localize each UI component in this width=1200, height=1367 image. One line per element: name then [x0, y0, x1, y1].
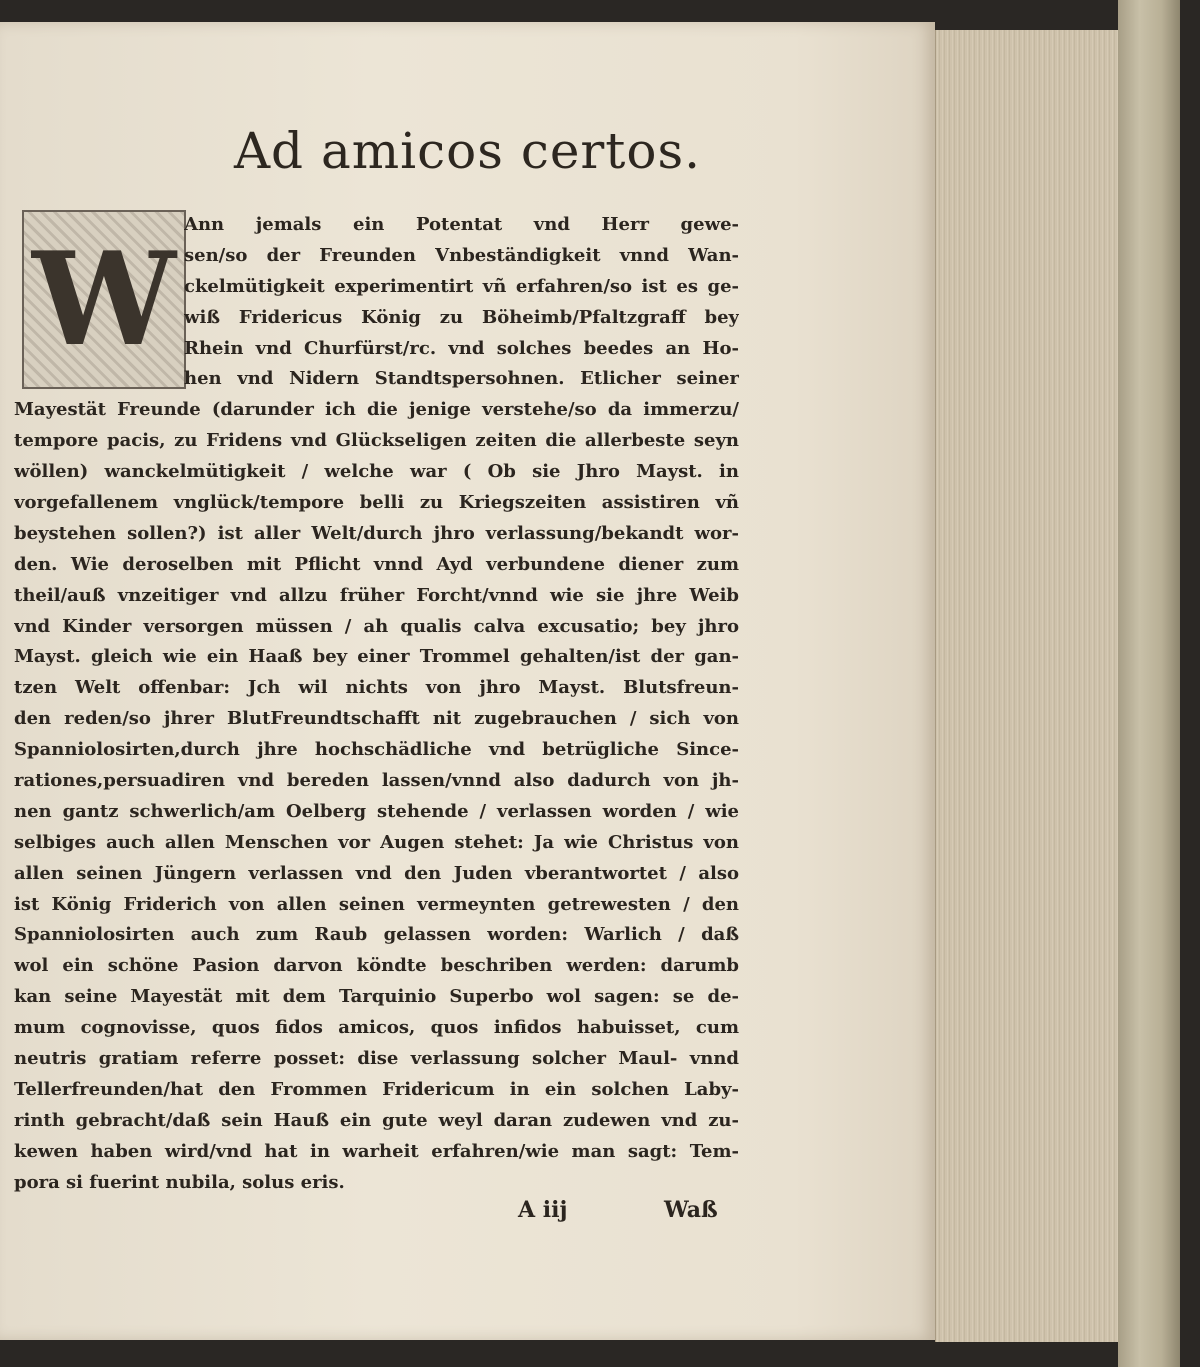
text-line: tempore pacis, zu Fridens vnd Glückseligen zeiten die allerbeste seyn	[14, 430, 739, 452]
book-page	[0, 22, 935, 1340]
text-line: wöllen) wanckelmütigkeit / welche war ( Ob sie Jhro Mayst. in	[14, 461, 739, 483]
text-line: den reden/so jhrer BlutFreundtschafft nit zugebrauchen / sich von	[14, 708, 739, 730]
catchword: Waß	[664, 1197, 718, 1223]
text-line: Mayestät Freunde (darunder ich die jenige verstehe/so da immerzu/	[14, 399, 739, 421]
text-line: vorgefallenem vnglück/tempore belli zu Kriegszeiten assistiren vñ	[14, 492, 739, 514]
text-line: allen seinen Jüngern verlassen vnd den Juden vberantwortet / also	[14, 862, 739, 884]
text-line: tzen Welt offenbar: Jch wil nichts von jhro Mayst. Blutsfreun-	[14, 677, 739, 699]
text-line: neutris gratiam referre posset: dise verlassung solcher Maul- vnnd	[14, 1048, 739, 1070]
text-line: Ann jemals ein Potentat vnd Herr gewe-	[184, 214, 739, 235]
text-line: Spanniolosirten,durch jhre hochschädliche vnd betrügliche Since-	[14, 739, 739, 761]
text-line: Mayst. gleich wie ein Haaß bey einer Trommel gehalten/ist der gan-	[14, 646, 739, 668]
text-line: beystehen sollen?) ist aller Welt/durch jhro verlassung/bekandt wor-	[14, 522, 739, 544]
text-line: sen/so der Freunden Vnbeständigkeit vnnd Wan-	[184, 244, 739, 266]
page-title: Ad amicos certos.	[233, 122, 702, 180]
text-line: theil/auß vnzeitiger vnd allzu früher Forcht/vnnd wie sie jhre Weib	[14, 584, 739, 606]
text-line: ist König Friderich von allen seinen vermeynten getrewesten / den	[14, 893, 739, 915]
text-line: wiß Fridericus König zu Böheimb/Pfaltzgraff bey	[184, 306, 739, 328]
text-line: vnd Kinder versorgen müssen / ah qualis calva excusatio; bey jhro	[14, 615, 739, 637]
text-line: wol ein schöne Pasion darvon köndte beschriben werden: darumb	[14, 955, 739, 977]
text-line: den. Wie deroselben mit Pflicht vnnd Ayd verbundene diener zum	[14, 553, 739, 575]
text-line: Rhein vnd Churfürst/rc. vnd solches beedes an Ho-	[184, 337, 739, 359]
page-edges	[935, 30, 1121, 1342]
text-line: Tellerfreunden/hat den Frommen Fridericum in ein solchen Laby-	[14, 1078, 739, 1100]
text-line: Spanniolosirten auch zum Raub gelassen worden: Warlich / daß	[14, 924, 739, 946]
text-line: ckelmütigkeit experimentirt vñ erfahren/so ist es ge-	[184, 275, 739, 297]
text-line: kewen haben wird/vnd hat in warheit erfahren/wie man sagt: Tem-	[14, 1140, 739, 1162]
text-line: rinth gebracht/daß sein Hauß ein gute weyl daran zudewen vnd zu-	[14, 1109, 739, 1131]
signature-mark: A iij	[518, 1197, 568, 1223]
text-line: mum cognovisse, quos fidos amicos, quos infidos habuisset, cum	[14, 1017, 739, 1039]
text-line: pora si fuerint nubila, solus eris.	[14, 1171, 345, 1193]
page-footer	[0, 1197, 935, 1237]
text-line: hen vnd Nidern Standtspersohnen. Etlicher seiner	[184, 368, 739, 390]
book-cover	[1118, 0, 1180, 1367]
text-line: nen gantz schwerlich/am Oelberg stehende / verlassen worden / wie	[14, 800, 739, 822]
text-line: rationes,persuadiren vnd bereden lassen/vnnd also dadurch von jh-	[14, 770, 739, 792]
initial-letter: W	[32, 224, 176, 375]
text-line: kan seine Mayestät mit dem Tarquinio Superbo wol sagen: se de-	[14, 986, 739, 1008]
body-text	[14, 210, 739, 1199]
text-line: selbiges auch allen Menschen vor Augen stehet: Ja wie Christus von	[14, 831, 739, 853]
